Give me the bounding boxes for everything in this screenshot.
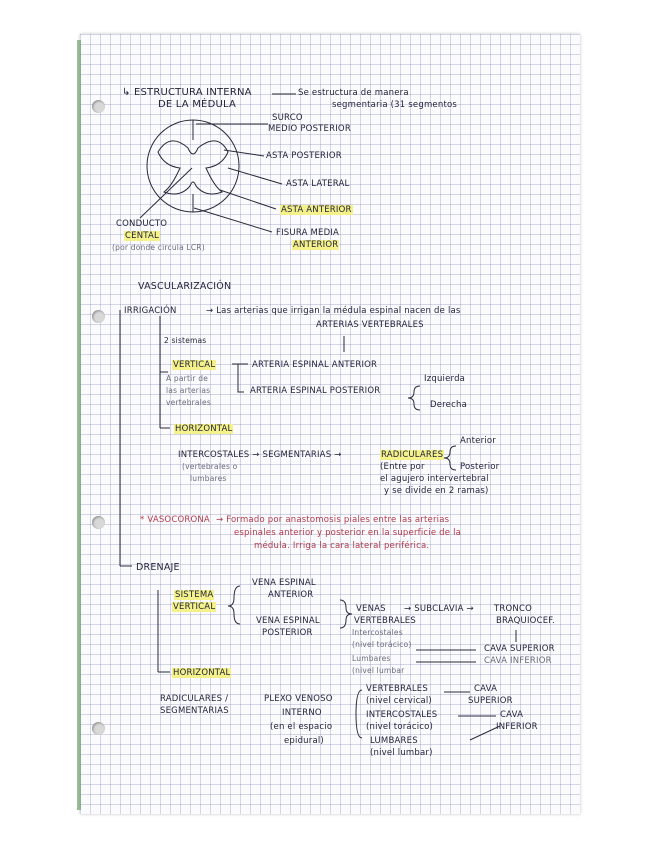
label-sistema-2: VERTICAL xyxy=(173,602,216,612)
label-vasocorona: * VASOCORONA xyxy=(140,515,210,525)
vertical-sub-2: las arterias xyxy=(166,386,211,395)
label-asta-posterior: ASTA POSTERIOR xyxy=(266,151,342,161)
section-title-line2: DE LA MÉDULA xyxy=(158,99,237,110)
label-plexo-interno: INTERNO xyxy=(282,708,322,718)
label-fisura: FISURA MEDIA xyxy=(276,228,340,238)
label-plexo-venoso: PLEXO VENOSO xyxy=(264,694,333,704)
label-surco: SURCO xyxy=(272,113,303,123)
radiculares-sub-1: (Entre por xyxy=(380,462,425,472)
vena-espinal-posterior-2: POSTERIOR xyxy=(262,628,313,638)
intercostales-sub-1: (vertebrales o xyxy=(182,462,238,471)
arteria-espinal-posterior: ARTERIA ESPINAL POSTERIOR xyxy=(250,386,381,396)
vertical-sub-1: A partir de xyxy=(166,374,209,383)
radiculares-sub-2: el agujero intervertebral xyxy=(380,474,489,484)
label-conducto-2: CENTAL xyxy=(125,231,159,241)
vena-espinal-anterior: VENA ESPINAL xyxy=(252,578,316,588)
label-asta-lateral: ASTA LATERAL xyxy=(286,179,350,189)
label-tronco: TRONCO xyxy=(494,604,532,614)
label-radiculares: RADICULARES xyxy=(381,450,444,460)
vena-espinal-posterior: VENA ESPINAL xyxy=(256,616,320,626)
vertical-sub-3: vertebrales xyxy=(166,398,211,407)
label-intercostales: Intercostales xyxy=(352,628,403,637)
vasocorona-text-3: médula. Irriga la cara lateral periférica. xyxy=(254,541,430,551)
heading-vascularizacion: VASCULARIZACIÓN xyxy=(138,281,232,292)
label-horizontal-drenaje: HORIZONTAL xyxy=(173,668,231,678)
label-lumbares: Lumbares xyxy=(352,654,391,663)
label-venas-vertebrales: VERTEBRALES xyxy=(354,616,416,626)
section-title: ↳ ESTRUCTURA INTERNA xyxy=(122,87,252,98)
heading-drenaje: DRENAJE xyxy=(136,562,180,573)
label-vertebrales: VERTEBRALES xyxy=(366,684,428,694)
label-plexo-espacio: (en el espacio xyxy=(270,722,333,732)
dos-sistemas: 2 sistemas xyxy=(164,336,207,345)
label-irrigacion: IRRIGACIÓN xyxy=(124,306,177,316)
vasocorona-text-2: espinales anterior y posterior en la superficie de la xyxy=(234,528,462,538)
label-cava-2: CAVA xyxy=(500,710,524,720)
label-plexo-epidural: epidural) xyxy=(284,736,324,746)
label-intercostales-drenaje: INTERCOSTALES xyxy=(366,710,438,720)
label-posterior: Posterior xyxy=(460,462,500,472)
label-horizontal: HORIZONTAL xyxy=(175,424,233,434)
label-radiculares-drenaje: RADICULARES / xyxy=(160,694,229,704)
label-derecha: Derecha xyxy=(430,400,467,410)
label-subclavia: → SUBCLAVIA → xyxy=(404,604,474,614)
label-lumbares-nivel: (nivel lumbar) xyxy=(370,748,433,758)
label-conducto-note: (por donde circula LCR) xyxy=(112,243,205,252)
label-cava-2-inferior: INFERIOR xyxy=(496,722,538,732)
label-nivel-toracico: (nivel torácico) xyxy=(352,640,412,649)
label-cava-1: CAVA xyxy=(474,684,498,694)
irrigacion-text-2: ARTERIAS VERTEBRALES xyxy=(316,320,424,330)
label-cava-superior: CAVA SUPERIOR xyxy=(484,644,555,654)
label-izquierda: Izquierda xyxy=(424,374,466,384)
radiculares-sub-3: y se divide en 2 ramas) xyxy=(384,486,489,496)
arteria-espinal-anterior: ARTERIA ESPINAL ANTERIOR xyxy=(252,360,378,370)
vasocorona-text-1: → Formado por anastomosis piales entre las arterias xyxy=(216,515,450,525)
irrigacion-text: → Las arterias que irrigan la médula espinal nacen de las xyxy=(206,306,461,316)
label-nivel-lumbar: (nivel lumbar xyxy=(352,666,405,675)
label-vertebrales-nivel: (nivel cervical) xyxy=(366,696,432,706)
vena-espinal-anterior-2: ANTERIOR xyxy=(268,590,314,600)
intercostales-chain: INTERCOSTALES → SEGMENTARIAS → xyxy=(178,450,342,460)
gray-matter-shape xyxy=(158,141,228,194)
label-braquiocefalico: BRAQUIOCEF. xyxy=(496,616,555,626)
label-sistema: SISTEMA xyxy=(175,590,214,600)
title-description: Se estructura de manera xyxy=(298,88,409,98)
label-vertical: VERTICAL xyxy=(173,360,216,370)
label-fisura-2: ANTERIOR xyxy=(293,240,339,250)
label-intercostales-nivel: (nivel torácico) xyxy=(366,722,434,732)
label-surco-2: MEDIO POSTERIOR xyxy=(268,124,351,134)
label-segmentarias: SEGMENTARIAS xyxy=(160,706,229,716)
label-cava-1-superior: SUPERIOR xyxy=(468,696,513,706)
title-description-2: segmentaria (31 segmentos xyxy=(332,100,458,110)
label-venas: VENAS xyxy=(356,604,386,614)
intercostales-sub-2: lumbares xyxy=(190,474,227,483)
label-anterior: Anterior xyxy=(460,436,496,446)
label-asta-anterior: ASTA ANTERIOR xyxy=(281,205,352,215)
label-cava-inferior: CAVA INFERIOR xyxy=(484,656,552,666)
label-conducto: CONDUCTO xyxy=(116,219,168,229)
label-lumbares-drenaje: LUMBARES xyxy=(370,736,418,746)
